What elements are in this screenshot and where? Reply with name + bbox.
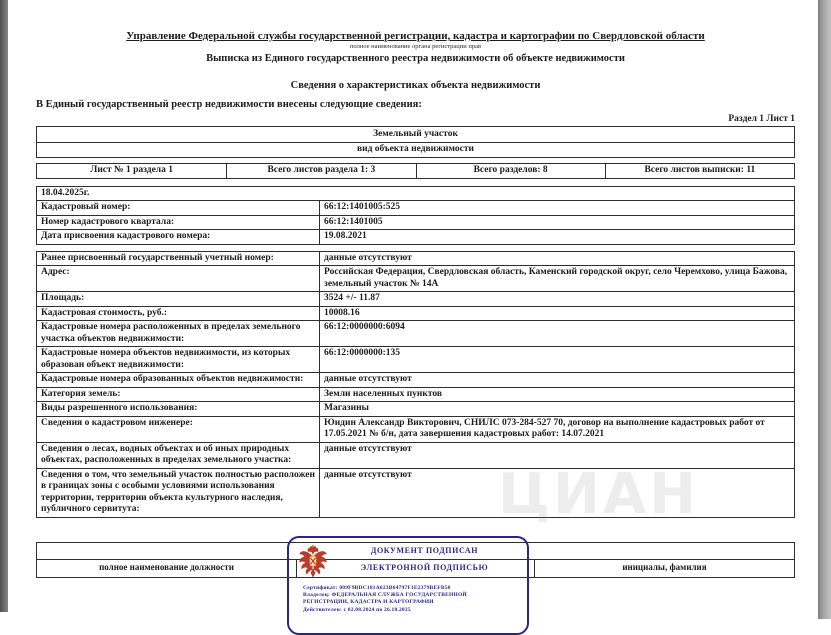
row-value: Российская Федерация, Свердловская область, Каменский городской округ, село Черемхово, улица Бажова, земельный участок № 14А bbox=[319, 266, 794, 291]
table-row bbox=[37, 372, 794, 387]
table-row bbox=[37, 401, 794, 416]
name-caption: инициалы, фамилия bbox=[534, 560, 794, 577]
section-title: Сведения о характеристиках объекта недвижимости bbox=[290, 80, 541, 91]
table-row bbox=[37, 387, 794, 402]
table-row bbox=[37, 252, 794, 266]
sheet-info-cell: Всего листов выписки: 11 bbox=[605, 164, 794, 178]
row-label: Кадастровая стоимость, руб.: bbox=[41, 307, 168, 318]
row-value: Земли населенных пунктов bbox=[319, 388, 794, 402]
row-label: Кадастровые номера расположенных в пределах земельного участка объектов недвижимости: bbox=[41, 322, 301, 344]
row-label: Дата присвоения кадастрового номера: bbox=[41, 231, 211, 241]
table-row bbox=[37, 306, 794, 321]
row-label: Кадастровые номера образованных объектов недвижимости: bbox=[41, 374, 304, 384]
row-value: данные отсутствуют bbox=[319, 252, 794, 266]
sheet-info-cell: Лист № 1 раздела 1 bbox=[90, 165, 173, 175]
row-label: Кадастровые номера объектов недвижимости, из которых образован объект недвижимости: bbox=[41, 348, 291, 370]
table-row bbox=[37, 346, 794, 372]
row-value: данные отсутствуют bbox=[319, 469, 794, 517]
row-label: Сведения о лесах, водных объектах и об иных природных объектах, расположенных в пределах земельного участка: bbox=[41, 443, 292, 465]
stamp-owner-line2: РЕГИСТРАЦИИ, КАДАСТРА И КАРТОГРАФИИ bbox=[303, 599, 434, 606]
row-label: Площадь: bbox=[41, 293, 85, 303]
row-value: 66:12:0000000:6094 bbox=[319, 321, 794, 346]
row-value: 66:12:1401005:525 bbox=[319, 201, 794, 215]
document-page bbox=[36, 0, 795, 613]
extract-date: 18.04.2025г. bbox=[41, 187, 90, 198]
row-value: 3524 +/- 11.87 bbox=[319, 292, 794, 306]
viewer-left-edge bbox=[0, 0, 8, 612]
stamp-header bbox=[289, 543, 527, 580]
row-label: Сведения о том, что земельный участок полностью расположен в границах зоны с особыми условиями использования территории, территории объекта культурного наследия, публичного сервитута: bbox=[41, 469, 315, 514]
row-value: данные отсутствуют bbox=[319, 443, 794, 468]
table-row bbox=[37, 291, 794, 306]
table-row bbox=[37, 416, 794, 442]
authority-caption: полное наименование органа регистрации прав bbox=[349, 43, 482, 50]
intro-line: В Единый государственный реестр недвижимости внесены следующие сведения: bbox=[36, 99, 422, 110]
row-label: Кадастровый номер: bbox=[41, 202, 131, 212]
table-row bbox=[37, 229, 794, 244]
document-title: Выписка из Единого государственного реестра недвижимости об объекте недвижимости bbox=[206, 53, 625, 64]
signature-area bbox=[36, 542, 795, 613]
object-type-caption: вид объекта недвижимости bbox=[357, 144, 474, 154]
viewer-right-scroll-area bbox=[818, 0, 831, 619]
details-table bbox=[36, 251, 795, 518]
row-value: 66:12:0000000:135 bbox=[319, 347, 794, 372]
table-row bbox=[37, 320, 794, 346]
row-value: данные отсутствуют bbox=[319, 373, 794, 387]
object-type-table bbox=[36, 126, 795, 158]
stamp-owner-line1: Владелец: ФЕДЕРАЛЬНАЯ СЛУЖБА ГОСУДАРСТВЕННОЙ bbox=[303, 591, 467, 598]
row-value: Магазины bbox=[319, 402, 794, 416]
stamp-certificate: Сертификат: 009F9BDC181A023B64797F1E2379BEFB50 bbox=[303, 584, 451, 591]
stamp-details bbox=[303, 585, 527, 615]
table-row bbox=[37, 164, 794, 178]
row-label: Категория земель: bbox=[41, 388, 121, 399]
position-caption: полное наименование должности bbox=[99, 561, 234, 572]
table-row bbox=[37, 468, 794, 517]
row-label: Адрес: bbox=[41, 267, 70, 277]
electronic-signature-stamp bbox=[287, 536, 529, 635]
row-value: 66:12:1401005 bbox=[319, 216, 794, 230]
row-value: Юидин Александр Викторович, СНИЛС 073-284-527 70, договор на выполнение кадастровых работ от 17.05.2021 № б/н, дата завершения кадастровых работ: 14.07.2021 bbox=[319, 417, 794, 442]
sheet-info-table bbox=[36, 163, 795, 179]
cian-watermark: ЦИАН bbox=[498, 462, 700, 527]
row-label: Номер кадастрового квартала: bbox=[41, 216, 175, 227]
sheet-info-cell: Всего листов раздела 1: 3 bbox=[226, 164, 415, 178]
row-value: 10008.16 bbox=[319, 307, 794, 321]
sheet-info-cell: Всего разделов: 8 bbox=[416, 164, 605, 178]
table-row bbox=[37, 127, 794, 142]
cadastral-table bbox=[36, 186, 795, 245]
row-label: Виды разрешенного использования: bbox=[41, 403, 198, 413]
registration-authority-title: Управление Федеральной службы государственной регистрации, кадастра и картографии по Свердловской области bbox=[126, 30, 705, 42]
table-row bbox=[37, 442, 794, 468]
stamp-line2: ЭЛЕКТРОННОЙ ПОДПИСЬЮ bbox=[360, 562, 489, 572]
object-type-value: Земельный участок bbox=[373, 128, 458, 139]
section-sheet-label: Раздел 1 Лист 1 bbox=[728, 114, 795, 124]
stamp-title-block bbox=[328, 543, 527, 580]
stamp-line1: ДОКУМЕНТ ПОДПИСАН bbox=[370, 545, 479, 555]
stamp-validity: Действителен: с 02.08.2024 по 26.10.2025 bbox=[303, 606, 411, 613]
table-row bbox=[37, 215, 794, 230]
rosreestr-eagle-icon bbox=[298, 543, 328, 580]
table-row bbox=[37, 265, 794, 291]
extract-date-row bbox=[37, 187, 794, 201]
row-label: Ранее присвоенный государственный учетный номер: bbox=[41, 252, 274, 263]
row-value: 19.08.2021 bbox=[319, 230, 794, 244]
table-row bbox=[37, 200, 794, 215]
row-label: Сведения о кадастровом инженере: bbox=[41, 417, 193, 428]
table-row bbox=[37, 142, 794, 158]
